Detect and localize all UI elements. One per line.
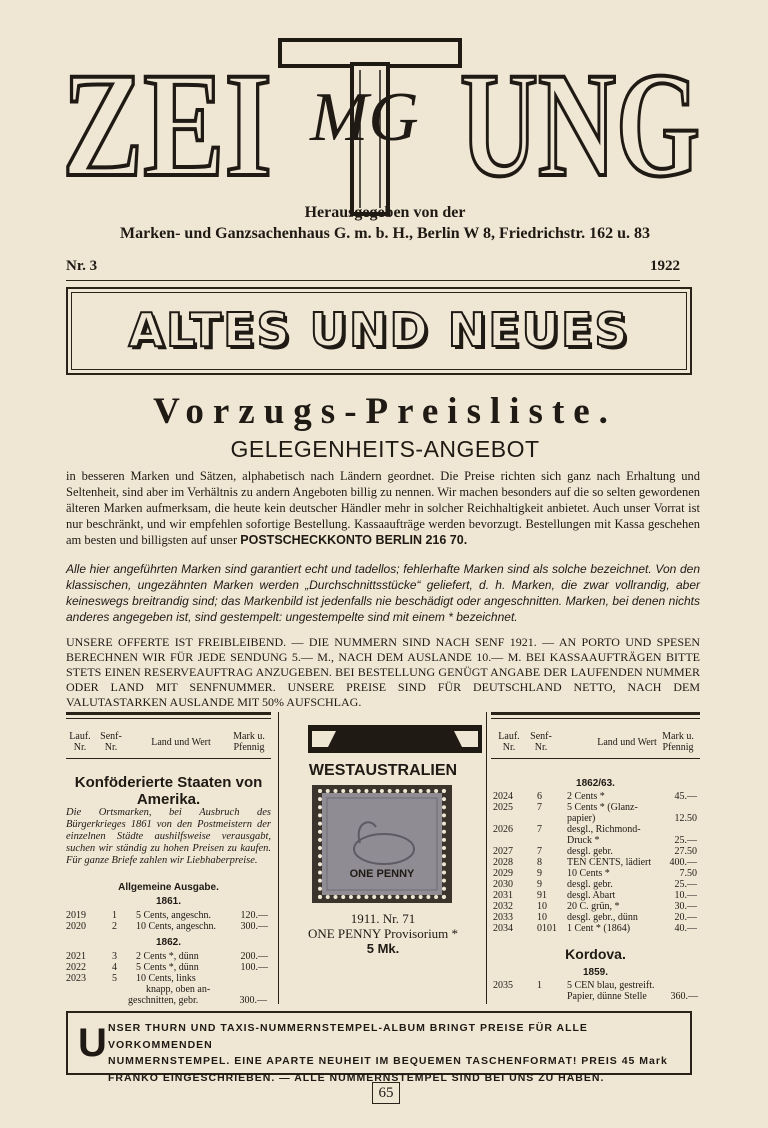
row-senf: 2 — [112, 921, 117, 932]
row-lauf: 2033 — [493, 912, 513, 923]
header-lauf: Lauf. Nr. — [69, 731, 91, 753]
header-price-right: Mark u. Pfennig — [662, 731, 694, 753]
row-text: 5 Cents *, dünn — [136, 962, 199, 973]
row-price: 300.— — [240, 921, 268, 932]
caption-line-2: ONE PENNY Provisorium * — [307, 926, 459, 941]
table-row — [66, 962, 271, 973]
table-row — [66, 973, 271, 984]
row-senf: 8 — [537, 857, 542, 868]
row-senf: 7 — [537, 802, 542, 813]
row-senf: 6 — [537, 791, 542, 802]
masthead-monogram: MG — [310, 79, 419, 156]
row-senf: 4 — [112, 962, 117, 973]
row-senf: 91 — [537, 890, 547, 901]
table-row — [491, 824, 700, 835]
row-senf: 10 — [537, 912, 547, 923]
row-price: 120.— — [240, 910, 268, 921]
postal-account: POSTSCHECKKONTO BERLIN 216 70. — [240, 533, 468, 547]
row-price: 7.50 — [679, 868, 697, 879]
left-top-rule — [66, 712, 271, 715]
row-senf: 9 — [537, 868, 542, 879]
year-1862: 1862. — [155, 937, 182, 948]
kordova-senf: 1 — [537, 980, 542, 991]
right-top-rule — [491, 712, 700, 715]
terms-paragraph: UNSERE OFFERTE IST FREIBLEIBEND. — DIE NUMMERN SIND NACH SENF 1921. — AN PORTO UND SPESEN BERECHNEN WIR FÜR JEDE SENDUNG 5.— M., NACH DEM AUSLANDE 10.— M. BEI KASSAAUFTRÄGEN BITTE STETS EINEN RESERVEAUFTRAG ANZUGEBEN. BEI BESTELLUNG GENÜGT ANGABE DER LAUFENDEN NUMMER ODER LAND MIT SENFNUMMER. UNSERE PREISE SIND FÜR DEUTSCHLAND NETTO, NACH DEM VALUTASTARKEN AUSLANDE MIT 50% AUFSCHLAG. — [66, 635, 700, 709]
right-column-header — [491, 731, 700, 755]
banner-box — [66, 287, 692, 375]
price-list-title: Vorzugs-Preisliste. — [153, 391, 617, 432]
intro-paragraph — [66, 468, 700, 548]
row-text: 20 C. grün, * — [567, 901, 620, 912]
row-lauf: 2032 — [493, 901, 513, 912]
row-text: 1 Cent * (1864) — [567, 923, 631, 934]
row-senf: 1 — [112, 910, 117, 921]
row-senf: 10 — [537, 901, 547, 912]
header-price: Mark u. Pfennig — [233, 731, 265, 753]
row-price: 12.50 — [674, 813, 697, 824]
issue-number: Nr. 3 — [66, 258, 98, 274]
left-header-rule — [66, 758, 271, 759]
footer-line-2: NUMMERNSTEMPEL. EINE APARTE NEUHEIT IM BEQUEMEN TASCHENFORMAT! PREIS 45 Mark — [108, 1055, 668, 1067]
caption-line-1: 1911. Nr. 71 — [350, 911, 416, 926]
table-row — [491, 835, 700, 846]
row-senf: 5 — [112, 973, 117, 984]
row-text: TEN CENTS, lädiert — [567, 857, 652, 868]
row-senf: 9 — [537, 879, 542, 890]
footer-line-3: FRANKO EINGESCHRIEBEN. — ALLE NUMMERNSTEMPEL SIND BEI UNS ZU HABEN. — [108, 1071, 605, 1084]
left-row-continued — [66, 984, 271, 1006]
center-title-bar — [308, 719, 482, 759]
table-row — [491, 901, 700, 912]
row-text: 5 Cents, angeschn. — [136, 910, 211, 921]
row-price: 25.— — [674, 879, 697, 890]
row-lauf: 2031 — [493, 890, 513, 901]
table-row — [491, 879, 700, 890]
footer-line-1: NSER THURN UND TAXIS-NUMMERNSTEMPEL-ALBUM BRINGT PREISE FÜR ALLE VORKOMMENDEN — [108, 1022, 588, 1051]
table-row — [491, 912, 700, 923]
group-heading: Allgemeine Ausgabe. — [118, 882, 219, 893]
row-price: 45.— — [674, 791, 697, 802]
left-divider — [278, 712, 279, 1004]
row-price: 30.— — [674, 901, 697, 912]
kordova-price: 360.— — [670, 991, 698, 1002]
row-senf: 0101 — [537, 923, 557, 934]
stamp-perforation — [318, 789, 446, 899]
issue-year: 1922 — [650, 258, 680, 274]
row-text: desgl. gebr. — [567, 879, 613, 890]
row-price: 10.— — [674, 890, 697, 901]
table-row — [66, 910, 271, 921]
left-column-header — [66, 731, 271, 755]
right-header-rule — [491, 758, 700, 759]
row-price: 20.— — [674, 912, 697, 923]
table-row — [491, 791, 700, 802]
row-price: 25.— — [674, 835, 697, 846]
row-price: 40.— — [674, 923, 697, 934]
row-lauf: 2019 — [66, 910, 86, 921]
right-row-kordova — [491, 980, 700, 1002]
table-row — [491, 802, 700, 813]
row-text: papier) — [567, 813, 596, 824]
year-1862-63: 1862/63. — [576, 778, 615, 789]
issue-rule — [66, 280, 680, 281]
right-top-rule-thin — [491, 718, 700, 719]
kordova-title: Kordova. — [565, 946, 626, 962]
table-row — [66, 951, 271, 962]
row-price: 100.— — [240, 962, 268, 973]
year-1859: 1859. — [582, 967, 609, 978]
row-text: 2 Cents *, dünn — [136, 951, 199, 962]
row-lauf: 2027 — [493, 846, 513, 857]
row-senf: 3 — [112, 951, 117, 962]
issue-row — [66, 258, 680, 278]
row-text: desgl. gebr., dünn — [567, 912, 638, 923]
row-lauf: 2023 — [66, 973, 86, 984]
row-text: 5 Cents * (Glanz- — [567, 802, 638, 813]
row-lauf: 2020 — [66, 921, 86, 932]
header-lauf-right: Lauf. Nr. — [498, 731, 520, 753]
header-senf-right: Senf- Nr. — [530, 731, 552, 753]
row-senf: 7 — [537, 846, 542, 857]
row-lauf: 2030 — [493, 879, 513, 890]
westaustralien-title: WESTAUSTRALIEN — [308, 762, 458, 779]
row-price: 400.— — [669, 857, 697, 868]
table-row — [491, 890, 700, 901]
row-text: Druck * — [567, 835, 600, 846]
row-text: 2 Cents * — [567, 791, 605, 802]
row-text: 10 Cents, angeschn. — [136, 921, 216, 932]
kordova-text-1: 5 CEN blau, gestreift. — [567, 980, 655, 991]
row-lauf: 2029 — [493, 868, 513, 879]
left-top-rule-thin — [66, 718, 271, 719]
row-lauf: 2026 — [493, 824, 513, 835]
header-senf: Senf- Nr. — [100, 731, 122, 753]
masthead-left: ZEI — [62, 42, 272, 208]
row-lauf: 2022 — [66, 962, 86, 973]
row-text: desgl., Richmond- — [567, 824, 641, 835]
masthead-right: UNG — [460, 42, 700, 208]
publisher-line-1: Herausgegeben von der — [304, 204, 466, 221]
kordova-lauf: 2035 — [493, 980, 513, 991]
table-row — [491, 857, 700, 868]
table-row — [491, 846, 700, 857]
table-row — [491, 813, 700, 824]
offer-title: GELEGENHEITS-ANGEBOT — [230, 436, 540, 462]
row-text: 10 Cents * — [567, 868, 610, 879]
row-cont-price: 300.— — [239, 995, 267, 1006]
note-paragraph: Alle hier angeführten Marken sind garantiert echt und tadellos; fehlerhafte Marken sind als solche bezeichnet. Von den klassischen, ungezähnten Marken werden „Durchschnittsstücke“ geliefert, d. h. Marken, die zwar vollrandig, aber keineswegs breitrandig sind; das Markenbild ist jedenfalls nie beschädigt oder angeschnitten. Marken, bei denen nichts anderes angegeben ist, sind gestempelt: ungestempelte sind mit einem * bezeichnet. — [66, 562, 700, 624]
row-lauf: 2028 — [493, 857, 513, 868]
row-text: desgl. Abart — [567, 890, 616, 901]
row-price: 27.50 — [674, 846, 697, 857]
table-row — [491, 868, 700, 879]
stamp-caption — [284, 911, 482, 956]
page-number: 65 — [372, 1082, 400, 1104]
stamp-label: ONE PENNY — [349, 868, 415, 880]
row-cont-1: knapp, oben an- — [146, 984, 211, 995]
row-lauf: 2025 — [493, 802, 513, 813]
header-land: Land und Wert — [151, 737, 211, 748]
header-land-right: Land und Wert — [597, 737, 657, 748]
masthead-logo — [60, 30, 710, 215]
year-1861: 1861. — [155, 896, 182, 907]
row-lauf: 2034 — [493, 923, 513, 934]
kordova-text-2: Papier, dünne Stelle — [567, 991, 647, 1002]
row-lauf: 2024 — [493, 791, 513, 802]
confederate-title: Konföderierte Staaten von Amerika. — [74, 774, 263, 808]
row-price: 200.— — [240, 951, 268, 962]
caption-line-3: 5 Mk. — [366, 941, 400, 956]
right-divider — [486, 712, 487, 1004]
publisher-block — [40, 202, 730, 244]
banner-title: ALTES UND NEUES — [128, 303, 630, 357]
row-text: 10 Cents, links — [136, 973, 196, 984]
row-text: desgl. gebr. — [567, 846, 613, 857]
row-cont-2: geschnitten, gebr. — [128, 995, 199, 1006]
publisher-line-2: Marken- und Ganzsachenhaus G. m. b. H., Berlin W 8, Friedrichstr. 162 u. 83 — [120, 225, 650, 242]
row-senf: 7 — [537, 824, 542, 835]
table-row — [491, 923, 700, 934]
row-lauf: 2021 — [66, 951, 86, 962]
footer-advert-text — [108, 1020, 686, 1086]
intro-text: in besseren Marken und Sätzen, alphabetisch nach Ländern geordnet. Die Preise richten sich ganz nach Erhaltung und Seltenheit, sind aber im Verhältnis zu andern Angeboten billig zu nennen. Wir machen besonders auf die so selten gewordenen älteren Marken aufmerksam, die heute kein deutscher Händler mehr in solcher Reichhaltigkeit anbietet. Auch unser Vorrat ist nur beschränkt, und wir empfehlen sofortige Bestellung. Kassaaufträge werden bevorzugt. Bestellungen mit Kassa geschehen am besten und billigsten auf unser — [66, 469, 700, 547]
table-row — [66, 921, 271, 932]
confederate-description: Die Ortsmarken, bei Ausbruch des Bürgerkrieges 1861 von den Postmeistern der einzelnen Städte aushilfsweise verausgabt, suchen wir ständig zu hohen Preisen zu kaufen. Für ganze Briefe zahlen wir Liebhaberpreise. — [66, 807, 271, 866]
footer-initial: U — [78, 1021, 107, 1065]
